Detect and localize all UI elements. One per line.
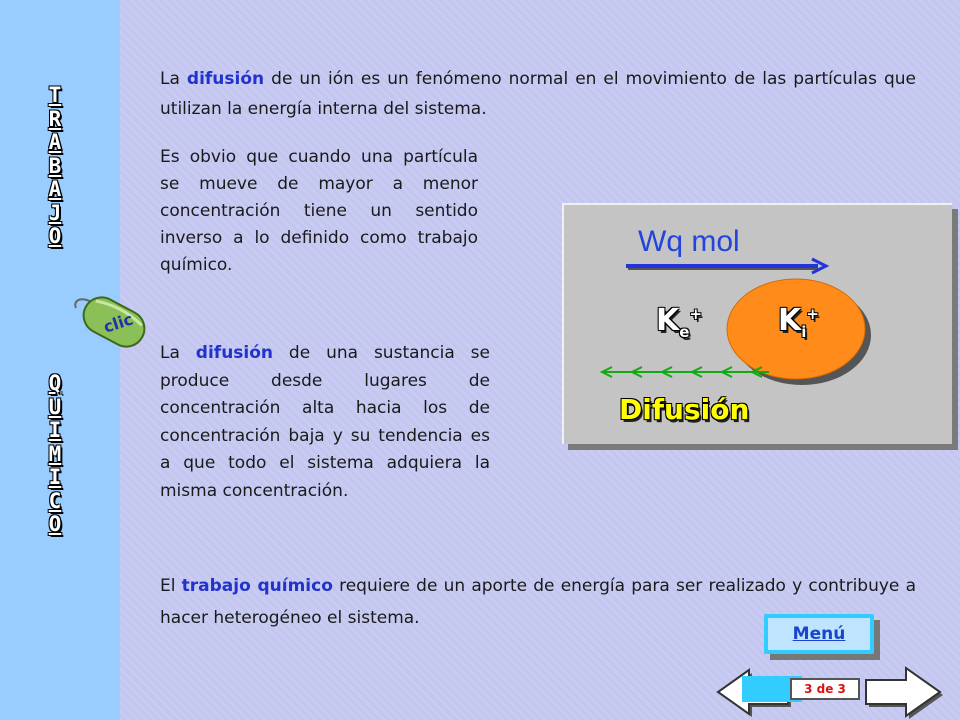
menu-button[interactable] xyxy=(764,614,880,660)
quimico-letter: O xyxy=(48,512,62,536)
work-arrow xyxy=(626,259,826,273)
quimico-letter: C xyxy=(48,488,62,513)
page-indicator: 3 de 3 xyxy=(790,678,860,700)
paragraph-obvio: Es obvio que cuando una partícula se mueve de mayor a menor concentración tiene un sentido inverso a lo definido como trabajo químico. xyxy=(160,147,478,275)
mouse-click-icon[interactable] xyxy=(70,290,154,350)
highlight-trabajo-quimico: trabajo químico xyxy=(181,576,333,596)
paragraph-trabajo-quimico: El trabajo químico requiere de un aporte de energía para ser realizado y contribuye a hacer heterogéneo el sistema. xyxy=(160,576,916,628)
quimico-letter: I xyxy=(48,465,62,489)
click-label: clic xyxy=(101,309,136,337)
k-intracellular-label: $K_i^+$ xyxy=(778,303,819,341)
quimico-letter: M xyxy=(48,441,62,466)
diffusion-label: Difusión xyxy=(619,393,750,426)
k-extracellular-label: $K_e^+$ xyxy=(656,303,703,341)
quimico-letter: Q xyxy=(48,371,62,395)
sidebar xyxy=(0,0,120,720)
trabajo-letter: A xyxy=(48,177,62,201)
menu-label[interactable]: Menú xyxy=(764,614,874,654)
work-label: Wq mol xyxy=(638,225,740,258)
title-quimico xyxy=(40,372,70,537)
diffusion-arrow xyxy=(602,367,769,377)
trabajo-letter: J xyxy=(48,200,62,225)
trabajo-letter: O xyxy=(48,224,62,248)
title-trabajo xyxy=(40,84,70,249)
trabajo-letter: R xyxy=(48,106,62,131)
highlight-difusion: difusión xyxy=(186,69,265,89)
paragraph-difusion-ion: La difusión de un ión es un fenómeno normal en el movimiento de las partículas que utilizan la energía interna del sistema. xyxy=(160,69,916,119)
quimico-letter: U xyxy=(48,394,62,419)
diffusion-diagram xyxy=(562,203,958,450)
trabajo-letter: T xyxy=(48,83,62,107)
quimico-letter: I xyxy=(48,418,62,442)
trabajo-letter: B xyxy=(48,153,62,178)
trabajo-letter: A xyxy=(48,130,62,154)
paragraph-difusion-sustancia: La difusión de una sustancia se produce desde lugares de concentración alta hacia los de concentración baja y su tendencia es a que todo el sistema adquiera la misma concentración. xyxy=(160,343,490,501)
arrow-right-icon[interactable] xyxy=(866,668,943,719)
highlight-difusion-2: difusión xyxy=(195,343,274,363)
